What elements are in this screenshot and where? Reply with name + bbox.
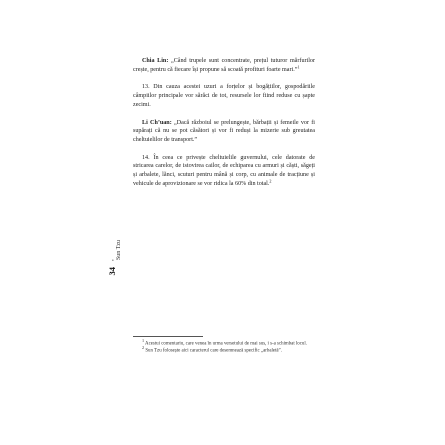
commentator-name: Chia Lin:	[142, 58, 169, 64]
footnotes	[133, 338, 315, 355]
paragraph-li-chuan	[133, 119, 315, 145]
paragraph-verse-14	[133, 154, 315, 189]
running-head-title: Sun Tzu	[116, 239, 123, 261]
paragraph-chia-lin	[133, 57, 315, 74]
paragraph-text: „Dacă războiul se prelungește, bărbații și femeile vor fi supărați că nu se pot căsători și vor fi reduși la mizerie sub greutatea cheltuielilor de transport.”	[133, 119, 315, 143]
footnote-text: Acestui comentariu, care venea în urma versetului de mai sus, i s-a schimbat locul.	[144, 341, 307, 347]
footnote-marker: 2	[142, 345, 145, 351]
footnote-reference: 2	[269, 178, 272, 184]
footnote-text: Sun Tzu folosește aici caracterul care desemnează specific „arbaletă”.	[144, 348, 282, 354]
main-text	[133, 57, 315, 188]
running-head	[107, 218, 123, 288]
footnote-reference: 1	[297, 64, 300, 70]
commentator-name: Li Ch’uan:	[142, 119, 172, 126]
footnote-marker: 1	[142, 338, 145, 343]
paragraph-verse-13	[133, 83, 315, 109]
running-head-separator: •	[112, 259, 114, 264]
footnote-divider	[133, 336, 203, 337]
paragraph-text: 13. Din cauza acestei uzuri a forțelor și bogățiilor, gospodăriile câmpiilor principale vor sărăci de tot, resursele lor fiind reduse cu șapte zecimi.	[133, 84, 315, 108]
paragraph-text: 14. În ceea ce privește cheltuielile guvernului, cele datorate de stricarea carelor, de istovirea cailor, de echiparea cu armuri și căști, săgeți și arbalete, lănci, scuturi pentru mână și corp, cu animale de tracțiune și vehicule de aprovizionare se vor ridica la 60% din total.	[133, 154, 315, 187]
page-number: 34	[107, 267, 117, 276]
footnote-2	[133, 345, 315, 355]
paragraph-text: „Când trupele sunt concentrate, prețul tuturor mărfurilor crește, pentru că fiecare își propune să scoată profituri foarte mari.”	[133, 58, 315, 73]
